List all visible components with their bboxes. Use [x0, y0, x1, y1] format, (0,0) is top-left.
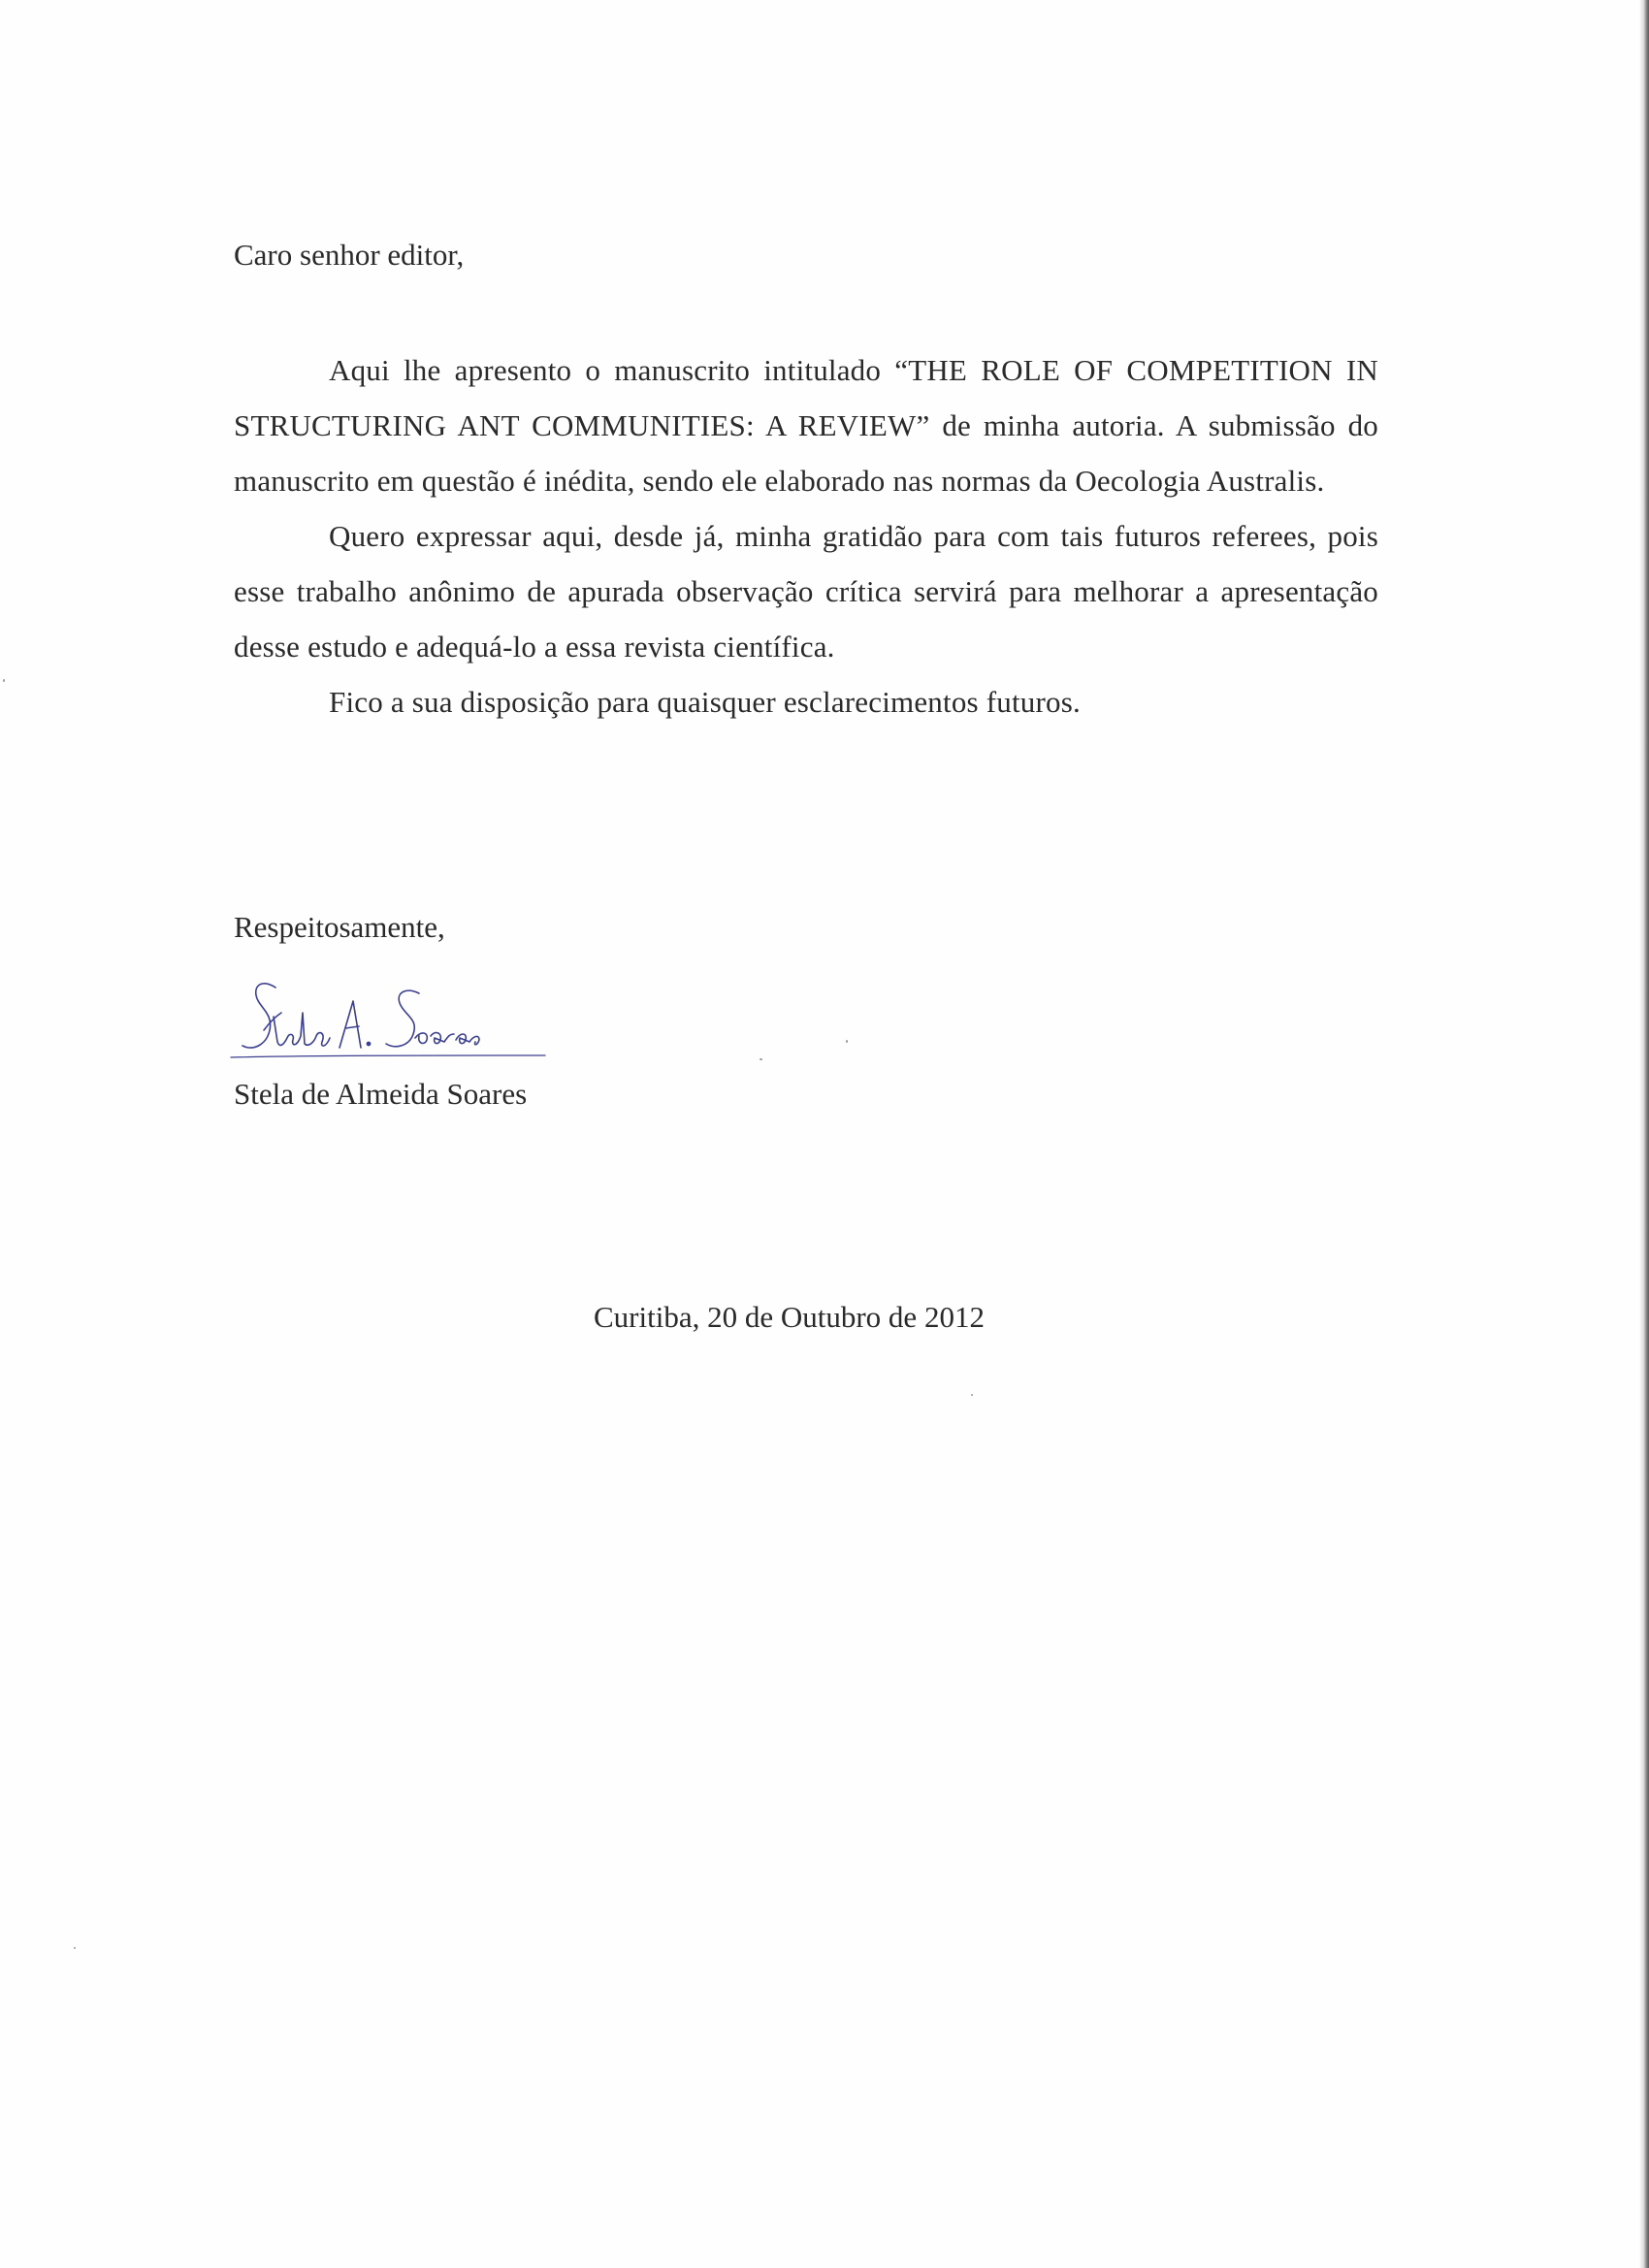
paragraph-availability: Fico a sua disposição para quaisquer esclarecimentos futuros. — [329, 685, 1081, 719]
scan-speck — [74, 1947, 76, 1949]
scan-speck — [971, 1394, 973, 1396]
scan-speck — [3, 679, 5, 682]
scan-speck — [760, 1058, 762, 1060]
scan-edge — [1643, 0, 1649, 2268]
salutation: Caro senhor editor, — [234, 238, 465, 272]
closing: Respeitosamente, — [234, 910, 445, 944]
scan-speck — [846, 1040, 848, 1043]
place-and-date: Curitiba, 20 de Outubro de 2012 — [594, 1300, 985, 1334]
handwritten-signature — [225, 974, 555, 1071]
paragraph-gratitude: Quero expressar aqui, desde já, minha gratidão para com tais futuros referees, pois esse trabalho anônimo de apurada observação crítica servirá para melhorar a apresentação desse estudo e adequá-lo a essa revista científica. — [234, 519, 1378, 664]
signer-name: Stela de Almeida Soares — [234, 1077, 528, 1111]
letter-body — [234, 342, 1378, 729]
paragraph-manuscript: Aqui lhe apresento o manuscrito intitulado “THE ROLE OF COMPETITION IN STRUCTURING ANT COMMUNITIES: A REVIEW” de minha autoria. A submissão do manuscrito em questão é inédita, sendo ele elaborado nas normas da Oecologia Australis. — [234, 353, 1378, 498]
